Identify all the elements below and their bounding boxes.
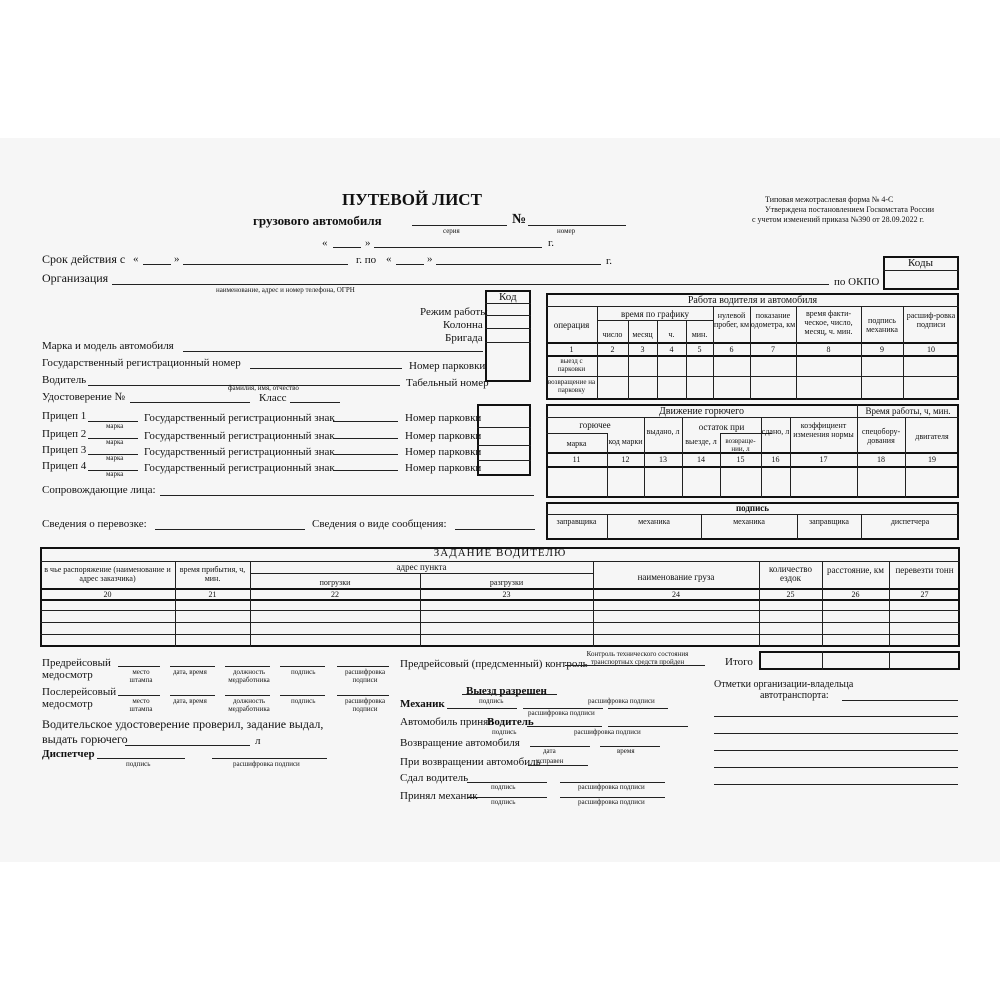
work-col-month: месяц [632, 330, 653, 339]
task-colnum-21: 21 [208, 590, 217, 599]
kod-label: Код [499, 291, 517, 303]
task-colnum-23: 23 [502, 590, 511, 599]
form-line-1: Типовая межотраслевая форма № 4-С [765, 195, 894, 204]
owner-marks-line-5[interactable] [714, 767, 958, 768]
task-colnum-25: 25 [786, 590, 795, 599]
date-quote-open: « [322, 237, 328, 249]
fuel-colnum-11: 11 [572, 455, 581, 464]
trailer-4-label: Прицеп 4 [42, 460, 87, 472]
driver-caption: фамилия, имя, отчество [228, 384, 299, 392]
task-col-loading: погрузки [319, 578, 351, 587]
task-col-unloading: разгрузки [489, 578, 524, 587]
seria-caption: серия [443, 227, 460, 235]
task-colnum-26: 26 [851, 590, 860, 599]
pretrip-medosmotr-label: медосмотр [42, 669, 93, 681]
posttrip-sign-caption: подпись [291, 697, 316, 705]
task-col-address: адрес пункта [396, 562, 447, 572]
accepted-mech-sign-caption: подпись [491, 798, 516, 806]
form-title: ПУТЕВОЙ ЛИСТ [342, 190, 482, 209]
handed-driver-sign-caption: подпись [491, 783, 516, 791]
column-label: Колонна [443, 319, 483, 331]
trailer-4-park-label: Номер парковки [405, 462, 482, 474]
number-line[interactable] [528, 225, 626, 226]
accepted-decode-caption: расшифровка подписи [574, 728, 641, 736]
car-return-time-caption: время [617, 747, 635, 755]
mode-label: Режим работы [420, 306, 488, 318]
work-col-hours: ч. [668, 330, 675, 339]
date-year-suffix: г. [548, 237, 555, 249]
parking-number-label: Номер парковки [409, 360, 486, 372]
date-year-line[interactable] [520, 247, 542, 248]
validity-to-quote-close: » [427, 253, 433, 265]
accepted-mech-label: Принял механик [400, 790, 478, 802]
issue-fuel-label: выдать горючего [42, 732, 128, 746]
reg-number-label: Государственный регистрационный номер [42, 357, 241, 369]
posttrip-sign-line[interactable] [280, 695, 325, 696]
trailer-2-park-label: Номер парковки [405, 430, 482, 442]
work-col-sign-decode: расшиф-ровка подписи [906, 311, 956, 329]
org-line[interactable] [112, 284, 829, 285]
control-caption: Контроль технического состояния транспортных средств пройден [586, 650, 689, 666]
fuel-colnum-13: 13 [659, 455, 667, 464]
fuel-col-coef: коэффициент изменения нормы [793, 421, 854, 439]
validity-label: Срок действия с [42, 252, 126, 266]
posttrip-position-line[interactable] [225, 695, 270, 696]
license-label: Удостоверение № [42, 391, 125, 403]
form-line-2: Утверждена постановлением Госкомстата России [765, 205, 935, 214]
litre-label: л [255, 735, 261, 747]
fuel-col-return: возвраще-нии, л [725, 437, 756, 453]
okpo-label: по ОКПО [834, 276, 880, 288]
task-colnum-24: 24 [672, 590, 680, 599]
pretrip-decode-line[interactable] [337, 666, 389, 667]
license-check-label: Водительское удостоверение проверил, задание выдал, [42, 717, 324, 731]
trailer-3-marka-caption: марка [106, 454, 124, 462]
car-return-label: Возвращение автомобиля [400, 737, 520, 749]
mechanic-decode-caption: расшифровка подписи [528, 709, 595, 717]
fuel-col-fuel: горючее [579, 420, 611, 430]
fuel-col-special: спецобору-дования [861, 427, 901, 445]
work-colnum-1: 1 [569, 345, 574, 354]
mechanic-decode-caption-top: расшифровка подписи [588, 697, 655, 705]
dispatcher-sign-caption: подпись [126, 760, 151, 768]
trailer-2-label: Прицеп 2 [42, 428, 87, 440]
handed-driver-label: Сдал водитель [400, 772, 469, 784]
form-subtitle: грузового автомобиля [253, 213, 382, 228]
work-colnum-9: 9 [880, 345, 884, 354]
trailer-3-label: Прицеп 3 [42, 444, 87, 456]
task-table-title: ЗАДАНИЕ ВОДИТЕЛЮ [433, 547, 567, 559]
posttrip-decode-caption: расшифровка подписи [344, 697, 386, 713]
pretrip-date-caption: дата, время [173, 668, 207, 676]
seria-line[interactable] [412, 225, 507, 226]
klass-line[interactable] [290, 402, 340, 403]
signer-mechanic-1: механика [638, 517, 670, 526]
validity-to: г. по [356, 254, 377, 266]
accepted-driver-decode-line[interactable] [608, 726, 688, 727]
accepted-sign-caption: подпись [492, 728, 517, 736]
control-label: Предрейсовый (предсменный) контроль [400, 658, 588, 670]
signer-dispatcher: диспетчера [890, 517, 930, 526]
mechanic-label: Механик [400, 698, 445, 710]
tab-number-label: Табельный номер [406, 377, 489, 389]
work-col-mech-sign: подпись механика [866, 316, 898, 334]
validity-day-line[interactable] [143, 264, 171, 265]
trailer-2-reg-label: Государственный регистрационный знак [144, 430, 335, 442]
work-colnum-10: 10 [927, 345, 935, 354]
fuel-col-marka: марка [566, 439, 587, 448]
pretrip-stamp-caption: место штампа [129, 668, 153, 684]
dispatcher-decode-line[interactable] [212, 758, 327, 759]
fuel-colnum-15: 15 [736, 455, 745, 464]
work-colnum-5: 5 [697, 345, 702, 354]
driver-label: Водитель [42, 374, 87, 386]
dispatcher-label: Диспетчер [42, 748, 95, 760]
work-col-odometer: показание одометра, км [750, 311, 796, 329]
trailer-1-marka-caption: марка [106, 422, 124, 430]
pretrip-sign-line[interactable] [280, 666, 325, 667]
work-col-minutes: мин. [691, 330, 708, 339]
fuel-colnum-17: 17 [819, 455, 828, 464]
fuel-work-time: Время работы, ч, мин. [865, 406, 951, 416]
posttrip-date-caption: дата, время [173, 697, 207, 705]
signer-refueler-2: заправщика [809, 517, 849, 526]
dispatcher-sign-line[interactable] [97, 758, 185, 759]
fuel-col-exit: выезде, л [685, 437, 717, 446]
fuel-col-engine: двигателя [915, 432, 949, 441]
pretrip-position-line[interactable] [225, 666, 270, 667]
car-return-date-caption: дата [543, 747, 556, 755]
task-col-distance: расстояние, км [827, 565, 884, 575]
escort-label: Сопровождающие лица: [42, 484, 156, 496]
fuel-col-remain: остаток при [698, 422, 745, 432]
car-model-line[interactable] [183, 351, 483, 352]
posttrip-decode-line[interactable] [337, 695, 389, 696]
trailer-1-park-label: Номер парковки [405, 412, 482, 424]
trailer-4-reg-label: Государственный регистрационный знак [144, 462, 335, 474]
work-colnum-7: 7 [771, 345, 775, 354]
fuel-col-kod-marki: код марки [608, 437, 643, 446]
validity-to-quote-open: « [386, 253, 392, 265]
pretrip-position-caption: должность медработника [228, 668, 270, 684]
fuel-colnum-12: 12 [621, 455, 630, 464]
validity-quote-close: » [174, 253, 180, 265]
posttrip-stamp-caption: место штампа [129, 697, 153, 713]
date-day-line[interactable] [333, 247, 361, 248]
fuel-col-handed: сдано, л [761, 427, 790, 436]
task-col-tons: перевезти тонн [895, 565, 954, 575]
signatures-title: подпись [735, 503, 770, 513]
pretrip-decode-caption: расшифровка подписи [344, 668, 386, 684]
fuel-colnum-19: 19 [928, 455, 936, 464]
message-info-line[interactable] [455, 529, 535, 530]
org-caption: наименование, адрес и номер телефона, ОГРН [216, 286, 355, 294]
fuel-col-issued: выдано, л [646, 427, 680, 436]
owner-marks-line-4[interactable] [714, 750, 958, 751]
fuel-colnum-14: 14 [697, 455, 705, 464]
trailer-1-reg-label: Государственный регистрационный знак [144, 412, 335, 424]
accepted-driver-label: Водитель [487, 716, 534, 728]
posttrip-stamp-line[interactable] [118, 695, 160, 696]
on-return-label: При возвращении автомобиль [400, 756, 541, 768]
posttrip-position-caption: должность медработника [228, 697, 270, 713]
task-col-customer: в чье распоряжение (наименование и адрес заказчика) [44, 565, 171, 583]
on-return-line[interactable] [528, 765, 588, 766]
trailer-4-marka-caption: марка [106, 470, 124, 478]
fuel-table-title: Движение горючего [658, 406, 744, 417]
work-col-schedule: время по графику [621, 309, 689, 319]
car-model-label: Марка и модель автомобиля [42, 340, 174, 352]
number-sign: № [512, 212, 527, 227]
trailer-3-reg-line[interactable] [333, 454, 398, 455]
work-colnum-4: 4 [669, 345, 674, 354]
work-table-title: Работа водителя и автомобиля [687, 295, 818, 306]
task-colnum-22: 22 [331, 590, 339, 599]
org-label: Организация [42, 271, 109, 285]
trailer-parking-box [477, 404, 531, 476]
validity-month-line[interactable] [183, 264, 348, 265]
mechanic-sign-line[interactable] [447, 708, 517, 709]
pretrip-sign-caption: подпись [291, 668, 316, 676]
trailer-1-label: Прицеп 1 [42, 410, 87, 422]
task-col-arrival: время прибытия, ч, мин. [179, 565, 246, 583]
car-return-date-line[interactable] [530, 746, 590, 747]
total-label: Итого [725, 656, 753, 668]
klass-label: Класс [259, 392, 287, 404]
escort-line[interactable] [160, 495, 534, 496]
on-return-caption: исправен [536, 757, 564, 765]
owner-marks-line-3[interactable] [714, 733, 958, 734]
trailer-2-marka-caption: марка [106, 438, 124, 446]
exit-allowed-line[interactable] [462, 694, 557, 695]
exit-allowed-label: Выезд разрешен [466, 685, 547, 697]
signer-refueler-1: заправщика [556, 517, 597, 526]
mechanic-sign-caption-top: подпись [479, 697, 504, 705]
transport-info-label: Сведения о перевозке: [42, 518, 147, 530]
owner-marks-line-2[interactable] [714, 716, 958, 717]
work-col-zero-run: нулевой пробег, км [713, 311, 750, 329]
brigade-label: Бригада [445, 332, 483, 344]
date-quote-close: » [365, 237, 371, 249]
total-box [759, 651, 960, 670]
validity-to-day-line[interactable] [396, 264, 424, 265]
message-info-label: Сведения о виде сообщения: [312, 518, 447, 530]
trailer-3-reg-label: Государственный регистрационный знак [144, 446, 335, 458]
pretrip-stamp-line[interactable] [118, 666, 160, 667]
pretrip-date-line[interactable] [170, 666, 215, 667]
reg-number-line[interactable] [250, 368, 402, 369]
posttrip-med-label: Послерейсовый [42, 686, 117, 698]
handed-driver-decode-caption: расшифровка подписи [578, 783, 645, 791]
task-col-trips: количество ездок [769, 564, 812, 583]
accepted-label: Автомобиль принял [400, 716, 494, 728]
owner-marks-label: Отметки организации-владельца [714, 679, 854, 690]
form-line-3: с учетом изменений приказа №390 от 28.09.2022 г. [752, 215, 925, 224]
fuel-colnum-18: 18 [877, 455, 885, 464]
license-line[interactable] [130, 402, 250, 403]
validity-to-year-suffix: г. [606, 255, 613, 267]
codes-label: Коды [908, 257, 933, 269]
number-caption: номер [557, 227, 576, 235]
work-colnum-2: 2 [610, 345, 615, 354]
posttrip-medosmotr-label: медосмотр [42, 698, 93, 710]
accepted-mech-decode-caption: расшифровка подписи [578, 798, 645, 806]
owner-marks-line-6[interactable] [714, 784, 958, 785]
dispatcher-decode-caption: расшифровка подписи [233, 760, 300, 768]
transport-info-line[interactable] [155, 529, 305, 530]
trailer-2-reg-line[interactable] [333, 438, 398, 439]
trailer-3-park-label: Номер парковки [405, 446, 482, 458]
work-row-exit: выезд с парковки [557, 357, 586, 373]
accepted-driver-sign-line[interactable] [527, 726, 602, 727]
validity-to-month-line[interactable] [436, 264, 601, 265]
task-col-cargo: наименование груза [637, 572, 715, 582]
trailer-4-reg-line[interactable] [333, 470, 398, 471]
signer-mechanic-2: механика [733, 517, 765, 526]
work-col-actual-time: время факти-ческое, число, месяц, ч. мин. [804, 309, 853, 336]
work-col-operation: операция [553, 320, 590, 330]
work-row-return: возвращение на парковку [547, 378, 596, 394]
owner-marks-label-2: автотранспорта: [760, 690, 829, 701]
issue-fuel-line[interactable] [125, 745, 250, 746]
work-colnum-3: 3 [640, 345, 645, 354]
work-colnum-8: 8 [826, 345, 831, 354]
trailer-1-reg-line[interactable] [333, 421, 398, 422]
task-colnum-20: 20 [103, 590, 112, 599]
work-colnum-6: 6 [729, 345, 734, 354]
validity-quote-open: « [133, 253, 139, 265]
owner-marks-line-1[interactable] [842, 700, 958, 701]
task-colnum-27: 27 [920, 590, 929, 599]
posttrip-date-line[interactable] [170, 695, 215, 696]
pretrip-med-label: Предрейсовый [42, 657, 111, 669]
mechanic-extra-line[interactable] [608, 708, 668, 709]
date-month-line[interactable] [374, 247, 542, 248]
fuel-colnum-16: 16 [771, 455, 780, 464]
work-col-number: число [602, 330, 623, 339]
